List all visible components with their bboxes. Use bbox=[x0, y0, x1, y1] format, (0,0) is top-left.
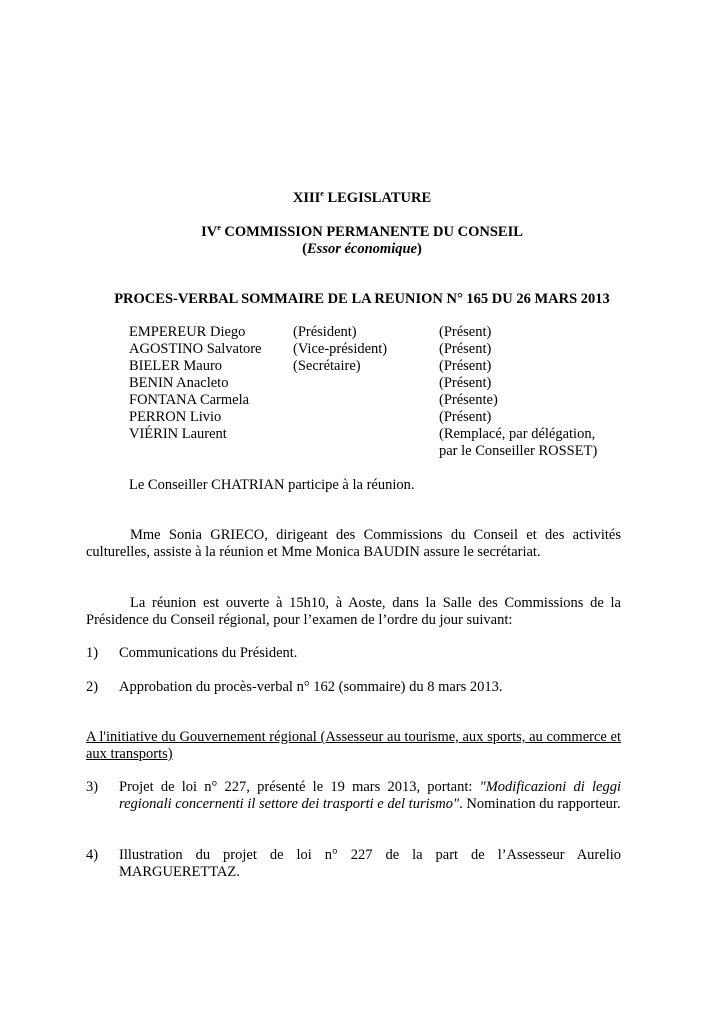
member-role bbox=[293, 409, 439, 426]
agenda-text: Approbation du procès-verbal n° 162 (sommaire) du 8 mars 2013. bbox=[119, 679, 503, 695]
agenda-text-italic: "Modificazioni di leggi regionali concernenti il settore dei trasporti e del turismo" bbox=[119, 779, 621, 812]
member-row bbox=[129, 426, 629, 460]
member-status-line1: (Remplacé, par délégation, bbox=[439, 426, 596, 442]
pv-title: PROCES-VERBAL SOMMAIRE DE LA REUNION N° 165 DU 26 MARS 2013 bbox=[114, 291, 610, 307]
agenda-text-after: . Nomination du rapporteur. bbox=[459, 796, 621, 812]
member-row bbox=[129, 358, 629, 375]
commission-subtitle bbox=[0, 241, 724, 258]
legislature-sup: e bbox=[320, 189, 324, 199]
member-status: (Présente) bbox=[439, 392, 498, 408]
member-status: (Présent) bbox=[439, 358, 492, 374]
initiative-heading: A l'initiative du Gouvernement régional (Assesseur au tourisme, aux sports, au commerce et aux transports) bbox=[86, 729, 621, 762]
member-role: (Secrétaire) bbox=[293, 358, 361, 374]
agenda-number: 1) bbox=[86, 645, 99, 661]
member-row bbox=[129, 341, 629, 358]
member-role bbox=[293, 392, 439, 409]
commission-sup: e bbox=[217, 223, 221, 233]
member-role: (Vice-président) bbox=[293, 341, 388, 357]
member-role: (Président) bbox=[293, 324, 357, 340]
agenda-text: Communications du Président. bbox=[119, 645, 298, 661]
member-row bbox=[129, 324, 629, 341]
member-row bbox=[129, 409, 629, 426]
subtitle-italic: Essor économique bbox=[307, 241, 417, 257]
agenda-number: 3) bbox=[86, 779, 99, 795]
commission-heading bbox=[0, 224, 724, 241]
agenda-text-before: Projet de loi n° 227, présenté le 19 mars 2013, portant: bbox=[119, 779, 480, 795]
member-name: AGOSTINO Salvatore bbox=[129, 341, 262, 357]
agenda-text bbox=[119, 779, 621, 813]
members-table bbox=[129, 324, 629, 460]
chatrian-paragraph: Le Conseiller CHATRIAN participe à la réunion. bbox=[129, 477, 415, 493]
commission-rest: COMMISSION PERMANENTE DU CONSEIL bbox=[220, 224, 523, 240]
commission-roman: IV bbox=[201, 224, 218, 240]
grieco-paragraph: Mme Sonia GRIECO, dirigeant des Commissions du Conseil et des activités culturelles, assiste à la réunion et Mme Monica BAUDIN assure le secrétariat. bbox=[86, 527, 621, 560]
member-status: (Présent) bbox=[439, 341, 492, 357]
member-role bbox=[293, 375, 439, 392]
member-name: EMPEREUR Diego bbox=[129, 324, 246, 340]
opening-paragraph: La réunion est ouverte à 15h10, à Aoste, dans la Salle des Commissions de la Présidence du Conseil régional, pour l’examen de l’ordre du jour suivant: bbox=[86, 595, 621, 628]
agenda-number: 2) bbox=[86, 679, 99, 695]
legislature-heading bbox=[0, 190, 724, 207]
subtitle-close: ) bbox=[416, 241, 422, 257]
agenda-text: Illustration du projet de loi n° 227 de la part de l’Assesseur Aurelio MARGUERETTAZ. bbox=[119, 847, 621, 880]
member-status: (Présent) bbox=[439, 409, 492, 425]
subtitle-open: ( bbox=[302, 241, 308, 257]
legislature-roman: XIII bbox=[292, 190, 321, 206]
member-status: (Présent) bbox=[439, 375, 492, 391]
legislature-word: LEGISLATURE bbox=[323, 190, 432, 206]
member-role bbox=[293, 426, 439, 460]
member-status bbox=[439, 426, 629, 460]
agenda-number: 4) bbox=[86, 847, 99, 863]
member-name: BIELER Mauro bbox=[129, 358, 223, 374]
member-name: PERRON Livio bbox=[129, 409, 222, 425]
member-name: BENIN Anacleto bbox=[129, 375, 229, 391]
member-row bbox=[129, 392, 629, 409]
member-name: FONTANA Carmela bbox=[129, 392, 250, 408]
member-row bbox=[129, 375, 629, 392]
member-name: VIÉRIN Laurent bbox=[129, 426, 227, 442]
member-status-line2: par le Conseiller ROSSET) bbox=[439, 443, 598, 459]
member-status: (Présent) bbox=[439, 324, 492, 340]
